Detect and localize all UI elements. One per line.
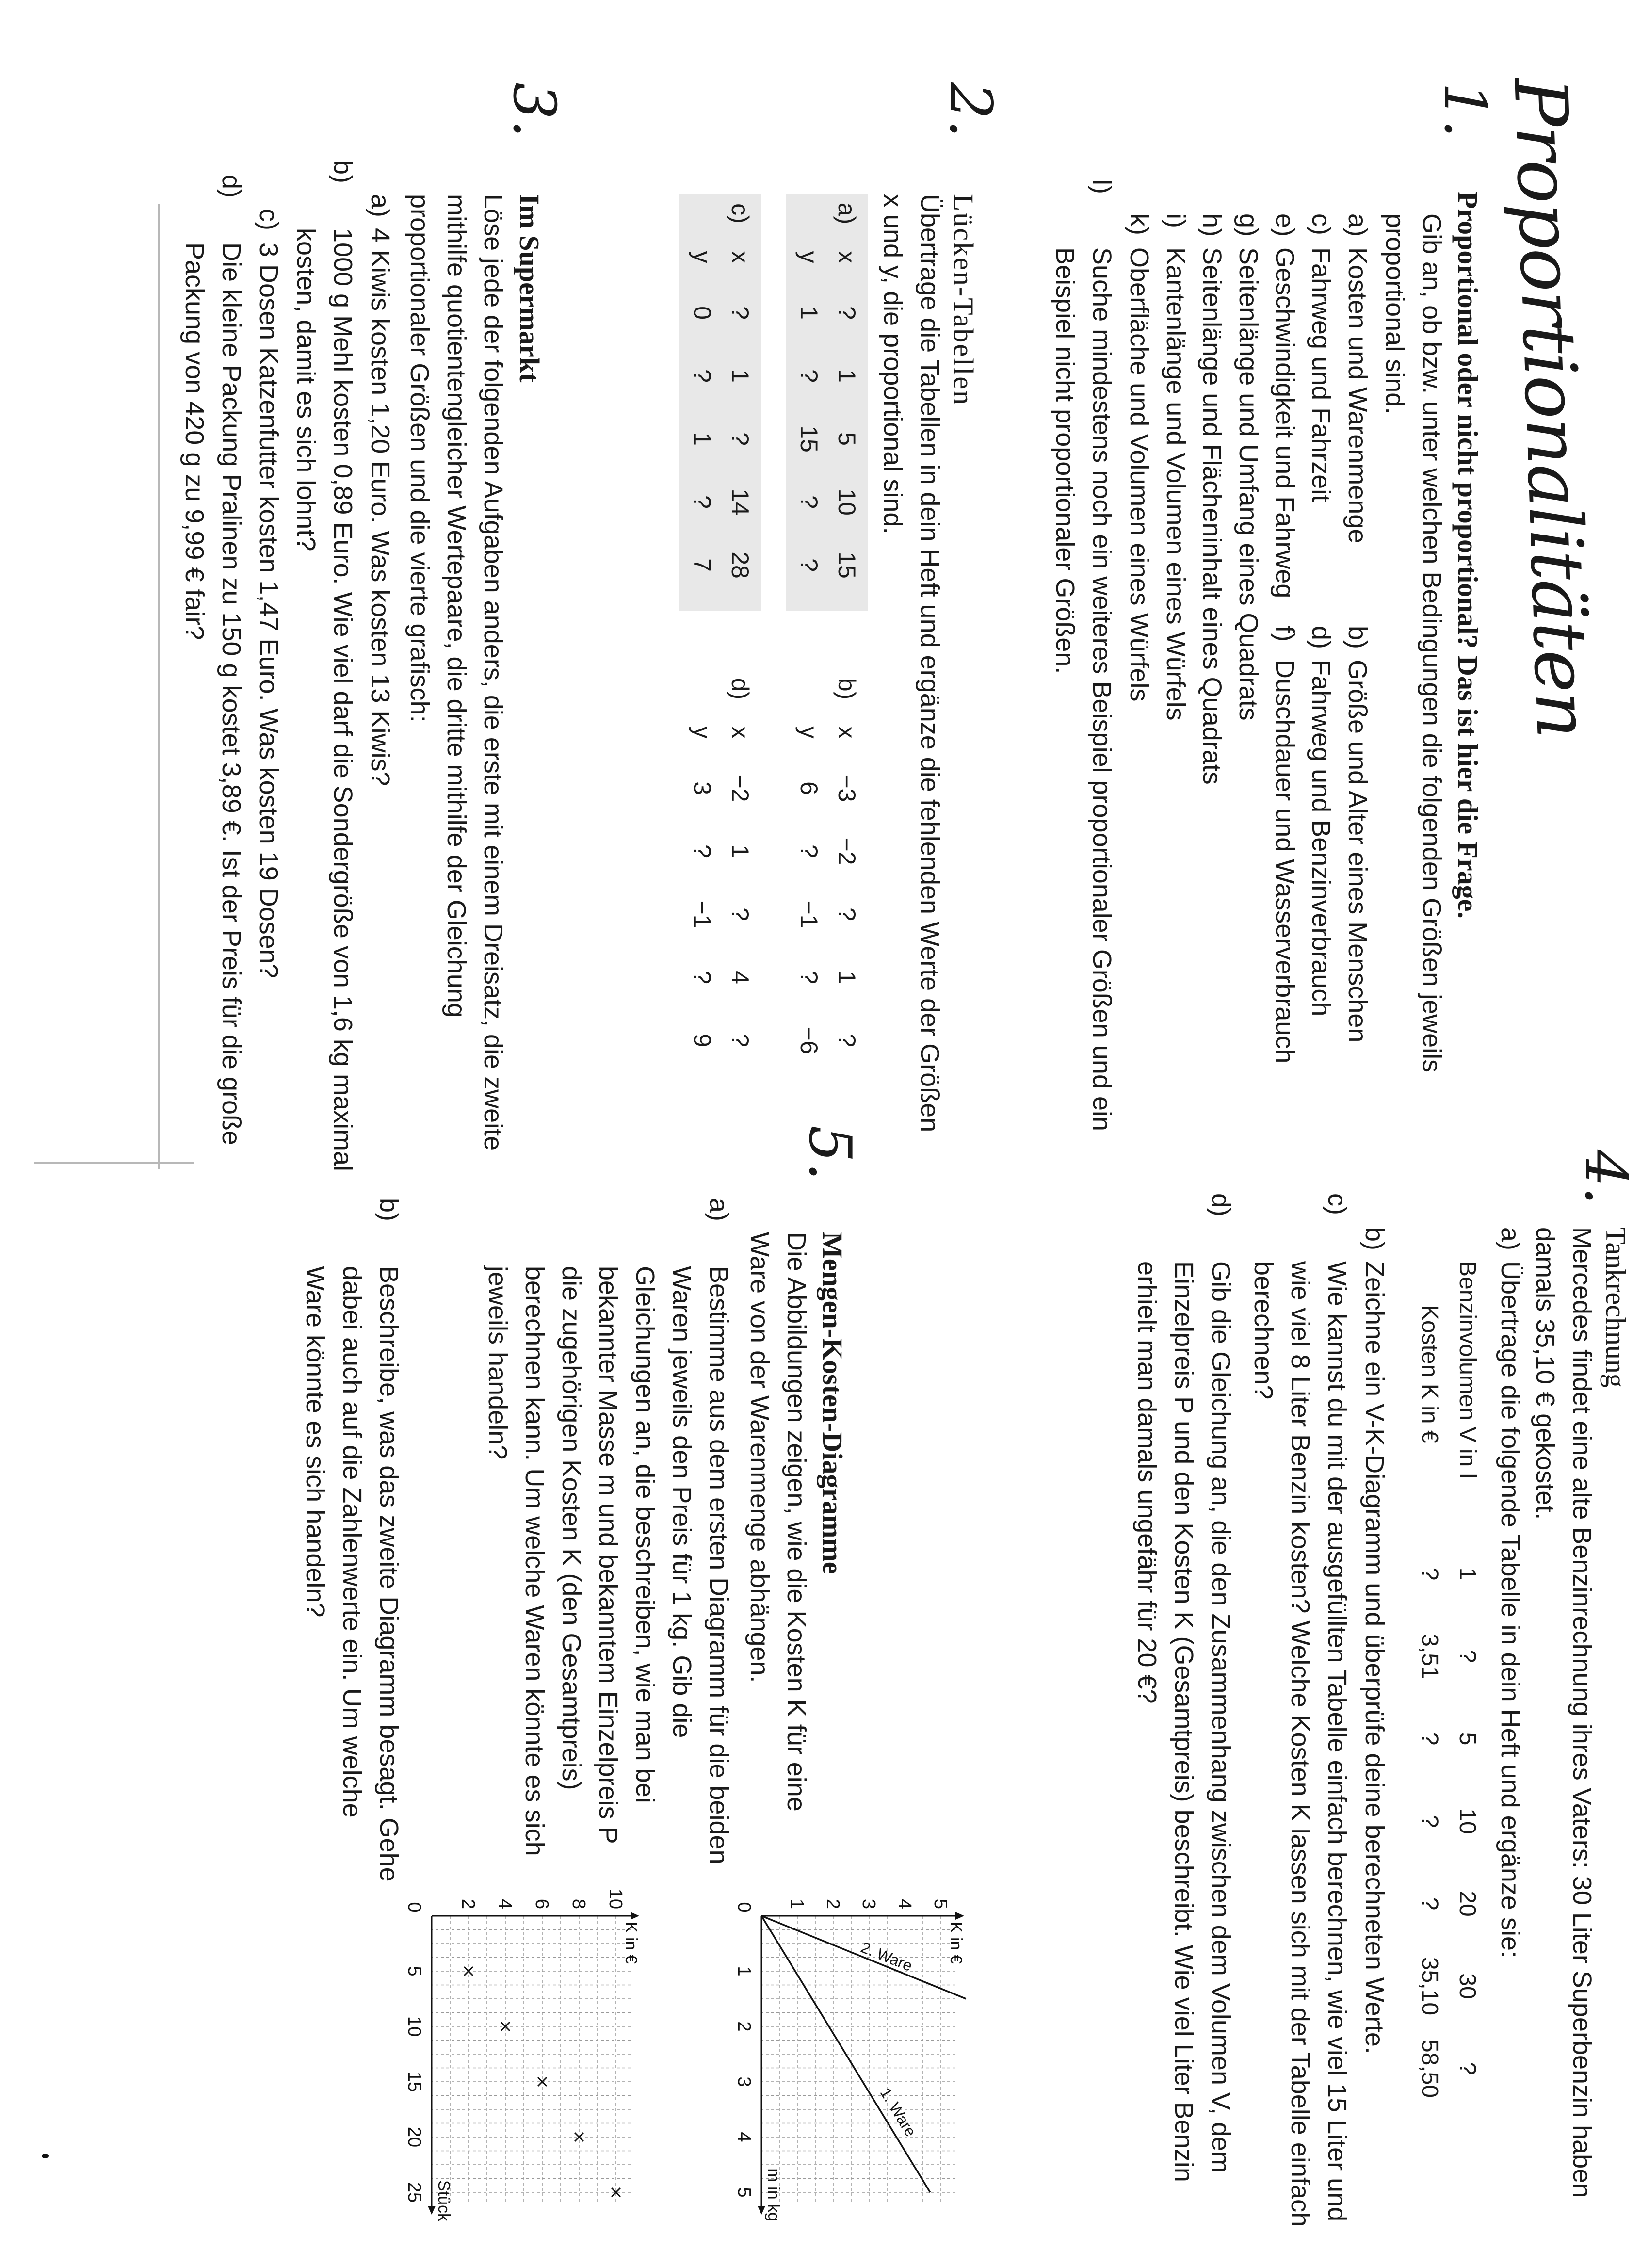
y-tick-label: 4 [894,1898,915,1909]
task-4-item-c: c)Wie kannst du mit der ausgefüllten Tabelle einfach berechnen, wie viel 15 Liter und wie viel 8 Liter Benzin kosten? Welche Kosten K lassen sich mit der Tabelle einfach berechnen? [1249,1193,1352,2227]
task-5-item-b: b)Beschreibe, was das zweite Diagramm besagt. Gehe dabei auch auf die Zahlenwerte ein. Um welche Ware könnte es sich handeln? [301,1198,404,1882]
task-1-item-h: h)Seitenlänge und Flächeninhalt eines Quadrats [1197,213,1227,785]
x-tick-label: 5 [734,2187,754,2198]
task-1-item-e: e)Geschwindigkeit und Fahrweg [1270,213,1299,599]
task-3-intro: Löse jede der folgenden Aufgaben anders, die erste mit einem Dreisatz, die zweite mithilfe quotientengleicher Wertepaare, die dritte mithilfe der Gleichung proportionaler Größen und die vierte grafisch: [405,194,508,1151]
gap-table-b: b) x −3 −2 ? 1 ? y 6 ? −1 ? −6 [795,678,860,1054]
y-axis-label: K in € [947,1922,965,1964]
task-2-intro: Übertrage die Tabellen in dein Heft und ergänze die fehlenden Werte der Größen x und y, die proportional sind. [878,194,944,1133]
task-5-heading: Mengen-Kosten-Diagramme [817,1232,848,1574]
task-1-number: 1. [1431,82,1499,138]
x-tick-label: 25 [404,2182,424,2203]
y-tick-label: 3 [858,1898,879,1909]
y-axis-arrow [630,1912,639,1920]
task-4-intro: Mercedes findet eine alte Benzinrechnung ihres Vaters: 30 Liter Superbenzin haben damals 35,10 € gekostet. [1531,1227,1597,2198]
task-3-number: 3. [500,82,567,138]
y-tick-label: 2 [458,1898,478,1909]
task-4-heading: Tankrechnung [1600,1227,1632,1388]
fuel-table: Benzinvolumen V in l 1 ? 5 10 20 30 ? Kosten K in € ? 3,51 ? ? ? 35,10 58,50 [1417,1261,1481,2098]
task-4-item-d: d)Gib die Gleichung an, die den Zusammenhang zwischen dem Volumen V, dem Einzelpreis P und den Kosten K (Gesamtpreis) beschreibt. Wie viel Liter Benzin erhielt man damals ungefähr für 20 €? [1132,1193,1235,2182]
x-tick-label: 3 [734,2076,754,2087]
series-label-1: 1. Ware [876,2084,920,2140]
x-tick-label: 0 [404,1902,424,1912]
y-tick-label: 5 [930,1898,951,1909]
x-axis-label: m in kg [764,2168,783,2221]
x-tick-label: 0 [734,1902,754,1912]
x-axis-label: Stück [435,2180,453,2221]
column-divider [34,1162,194,1164]
task-3-item-c: c)3 Dosen Katzenfutter kosten 1,47 Euro. Was kosten 19 Dosen? [254,209,283,978]
gap-table-d: d) x −2 1 ? 4 ? y 3 ? −1 ? 9 [689,678,754,1047]
task-4-number: 4. [1572,1150,1639,1205]
pieces-cost-chart [383,1872,655,2251]
task-1-item-a: a)Kosten und Warenmenge [1343,213,1372,544]
task-3-heading: Im Supermarkt [514,194,545,383]
gap-table-a: a) x ? 1 5 10 15 y 1 ? 15 ? ? [795,202,860,579]
scan-speck [42,2154,48,2158]
x-tick-label: 1 [734,1966,754,1976]
task-1-item-l: l)Suche mindestens noch ein weiteres Beispiel proportionaler Größen und ein Beispiel nicht proportionaler Größen. [1051,179,1116,1132]
handwritten-title: Proportionalitäten [1497,76,1605,739]
y-axis-arrow [955,1912,964,1920]
task-1-item-f: f)Duschdauer und Wasserverbrauch [1270,626,1299,1064]
y-tick-label: 2 [823,1898,843,1909]
task-1-item-g: g)Seitenlänge und Umfang eines Quadrats [1234,213,1263,721]
task-1-heading: Proportional oder nicht proportional? Das ist hier die Frage. [1452,192,1484,919]
task-1-item-i: i)Kantenlänge und Volumen eines Würfels [1161,213,1190,721]
task-4-item-a: a)Übertrage die folgende Tabelle in dein Heft und ergänze sie: [1496,1227,1525,1958]
x-tick-label: 5 [404,1966,424,1976]
task-3-item-b: b)1000 g Mehl kosten 0,89 Euro. Wie viel darf die Sondergröße von 1,6 kg maximal kosten, damit es sich lohnt? [291,160,357,1172]
mass-cost-chart [713,1872,975,2251]
task-2-number: 2. [937,82,1004,138]
task-3-item-d: d)Die kleine Packung Pralinen zu 150 g kostet 3,89 €. Ist der Preis für die große Packung von 420 g zu 9,99 € fair? [180,175,246,1146]
task-5-item-a: a)Bestimme aus dem ersten Diagramm für die beiden Waren jeweils den Preis für 1 kg. Gib die Gleichungen an, die beschreiben, wie man bei bekannter Masse m und bekanntem Einzelpreis P die zugehörigen Kosten K (den Gesamtpreis) berechnen kann. Um welche Waren könnte es sich jeweils handeln? [483,1198,733,1864]
gap-table-c: c) x ? 1 ? 14 28 y 0 ? 1 ? 7 [689,203,754,579]
x-tick-label: 10 [404,2016,424,2037]
x-tick-label: 20 [404,2126,424,2148]
task-1-item-d: d)Fahrweg und Benzinverbrauch [1307,626,1336,1017]
y-tick-label: 8 [568,1898,589,1909]
task-4-item-b: b)Zeichne ein V-K-Diagramm und überprüfe deine berechneten Werte. [1360,1227,1389,2054]
task-1-item-k: k)Oberfläche und Volumen eines Würfels [1125,213,1154,702]
task-5-number: 5. [796,1125,863,1181]
series-line-2 [761,1916,966,1999]
y-tick-label: 4 [495,1898,515,1909]
task-5-intro: Die Abbildungen zeigen, wie die Kosten K für eine Ware von der Warenmenge abhängen. [745,1232,811,1812]
task-1-item-c: c)Fahrweg und Fahrzeit [1307,213,1336,502]
x-tick-label: 2 [734,2021,754,2032]
task-1-item-b: b)Größe und Alter eines Menschen [1343,626,1372,1043]
bottom-divider [158,204,160,1169]
series-label-2: 2. Ware [858,1938,915,1975]
x-tick-label: 15 [404,2071,424,2092]
task-3-item-a: a)4 Kiwis kosten 1,20 Euro. Was kosten 13 Kiwis? [366,194,395,786]
x-tick-label: 4 [734,2132,754,2142]
task-1-intro: Gib an, ob bzw. unter welchen Bedingungen die folgenden Größen jeweils proportional sind. [1380,213,1446,1073]
y-tick-label: 1 [787,1898,807,1909]
y-tick-label: 6 [532,1898,552,1909]
data-point-cross [464,1967,473,1976]
task-2-heading: Lücken-Tabellen [948,194,979,406]
y-tick-label: 10 [605,1888,626,1909]
y-axis-label: K in € [622,1922,640,1964]
